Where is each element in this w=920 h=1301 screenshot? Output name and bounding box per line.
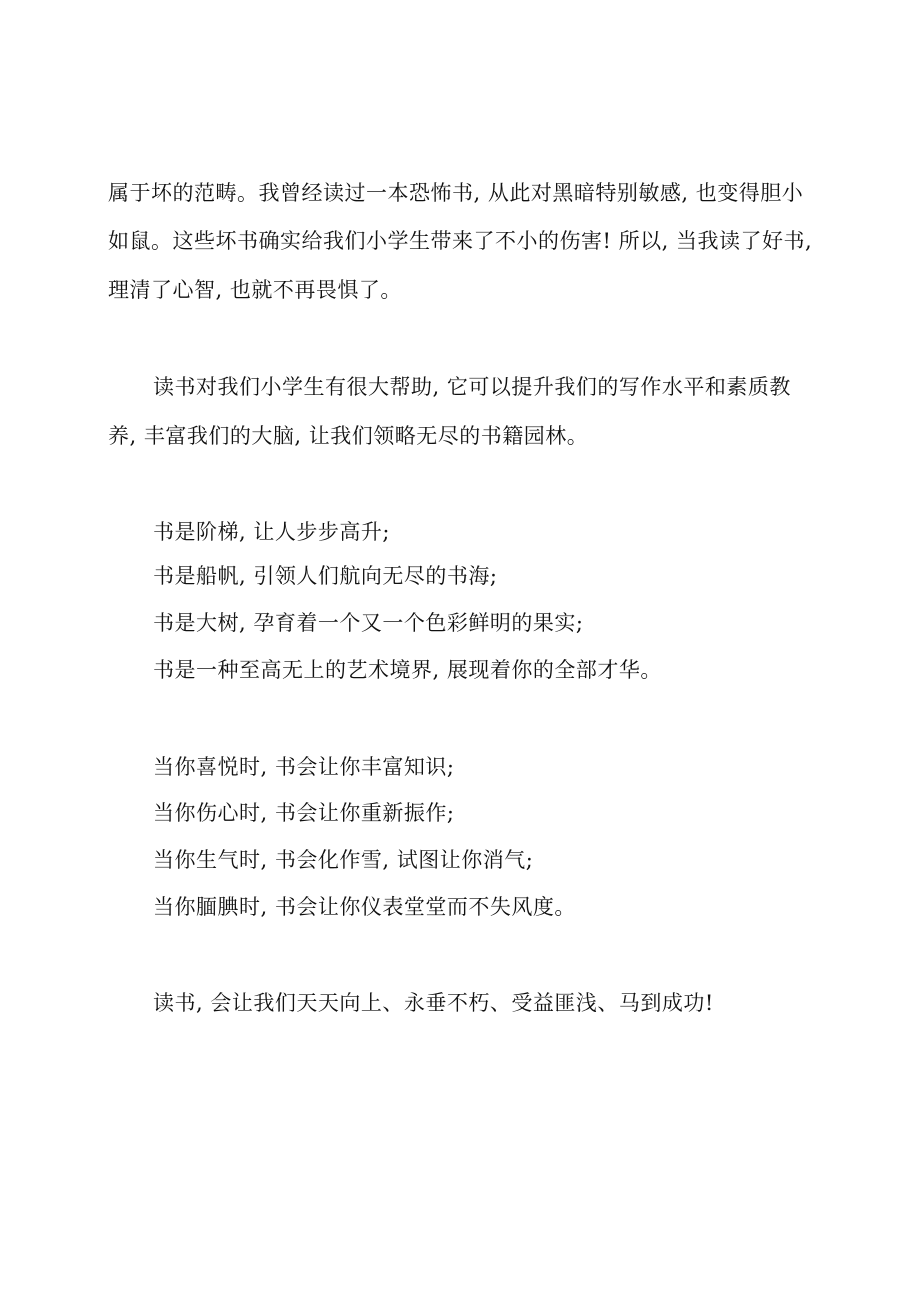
verse-2-line-1: 当你喜悦时, 书会让你丰富知识; [153, 755, 455, 779]
paragraph-2-line-2: 养, 丰富我们的大脑, 让我们领略无尽的书籍园林。 [108, 424, 589, 448]
verse-1-line-2: 书是船帆, 引领人们航向无尽的书海; [153, 564, 498, 588]
verse-1-line-3: 书是大树, 孕育着一个又一个色彩鲜明的果实; [153, 611, 584, 635]
verse-1-line-4: 书是一种至高无上的艺术境界, 展现着你的全部才华。 [153, 658, 662, 682]
paragraph-1-line-1: 属于坏的范畴。我曾经读过一本恐怖书, 从此对黑暗特别敏感, 也变得胆小 [108, 181, 804, 205]
verse-2-line-4: 当你腼腆时, 书会让你仪表堂堂而不失风度。 [153, 895, 576, 919]
paragraph-1-line-2: 如鼠。这些坏书确实给我们小学生带来了不小的伤害! 所以, 当我读了好书, [108, 229, 813, 253]
verse-2-line-3: 当你生气时, 书会化作雪, 试图让你消气; [153, 848, 534, 872]
paragraph-1-line-3: 理清了心智, 也就不再畏惧了。 [108, 278, 402, 302]
verse-2-line-2: 当你伤心时, 书会让你重新振作; [153, 801, 455, 825]
paragraph-2-line-1: 读书对我们小学生有很大帮助, 它可以提升我们的写作水平和素质教 [153, 375, 791, 399]
closing-line: 读书, 会让我们天天向上、永垂不朽、受益匪浅、马到成功! [153, 991, 714, 1015]
verse-1-line-1: 书是阶梯, 让人步步高升; [153, 520, 390, 544]
